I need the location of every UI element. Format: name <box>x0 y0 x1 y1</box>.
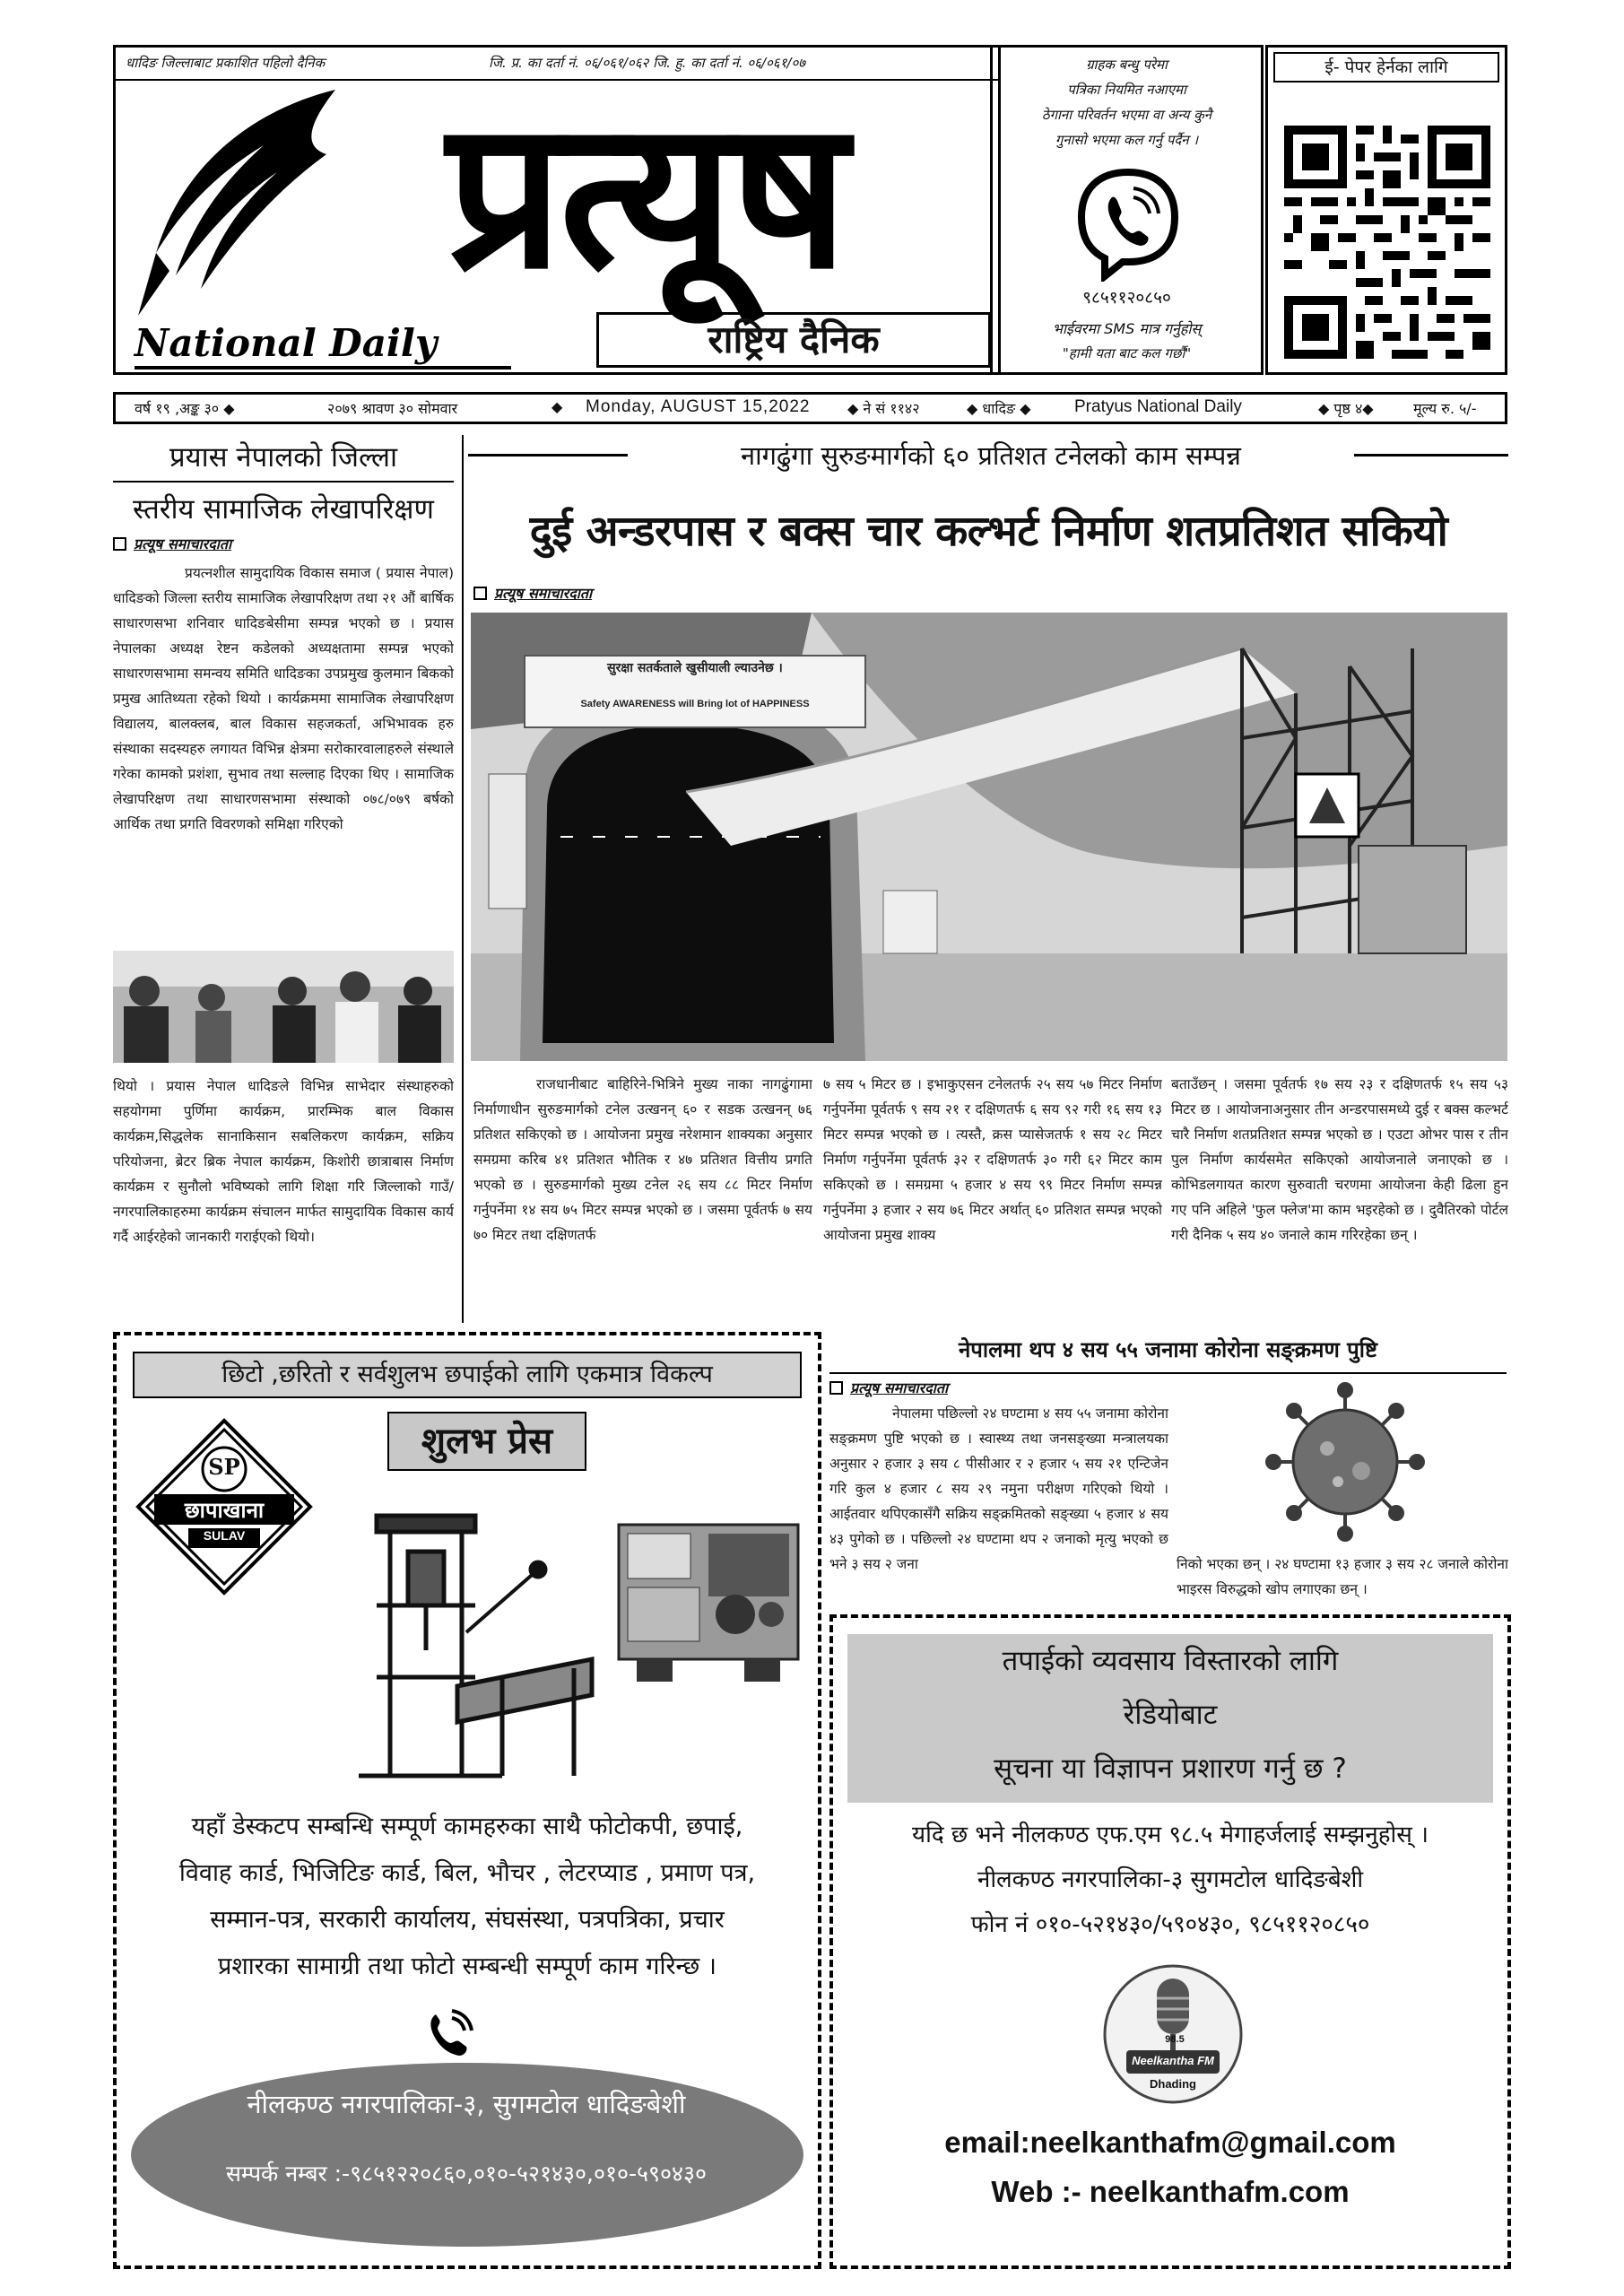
epaper-label: ई- पेपर हेर्नका लागि <box>1273 52 1499 83</box>
press-ad-services: प्रशारका सामाग्री तथा फोटो सम्बन्धी सम्पूर्ण काम गरिन्छ । <box>217 1952 717 1980</box>
left-story-headline-rule <box>113 481 454 483</box>
masthead-subtitle-underline <box>135 366 511 370</box>
dateline-separator: ◆ <box>551 398 563 415</box>
fm-ad-email[interactable]: email:neelkanthafm@gmail.com <box>944 2126 1396 2159</box>
tunnel-sign-english: Safety AWARENESS will Bring lot of HAPPINESS <box>580 699 810 709</box>
left-story-body-cont: थियो । प्रयास नेपाल धादिङले विभिन्न साभेदार संस्थाहरुको सहयोगमा पुर्णिमा कार्यक्रम, प्रारम्भिक बाल विकास कार्यक्रम,सिद्धलेक सानाकिसान सबलिकरण कार्यक्रम, सक्रिय परियोजना, ब्रेटर ब्रिक नेपाल कार्यक्रम, किशोरी छात्राबास निर्माण कार्यक्रम र सुनौलो भविष्यको लागि शिक्षा गरि जिल्लाको गाउँ/नगरपालिकाहरुमा कार्यक्रम संचालन मार्फत सामुदायिक विकास कार्य गर्दै आईरहेको जानकारी गराईएको थियो। <box>113 1078 454 1245</box>
sulav-logo-nepali: छापाखाना <box>184 1498 265 1523</box>
phone-icon <box>423 2009 473 2059</box>
qr-code-icon[interactable] <box>1284 126 1490 359</box>
tunnel-photo <box>471 613 1507 1061</box>
notice-line: गुनासो भएमा कल गर्नु पर्दैन । <box>1055 132 1199 148</box>
press-ad-services: सम्मान-पत्र, सरकारी कार्यालय, संघसंस्था, पत्रपत्रिका, प्रचार <box>210 1906 725 1934</box>
notice-line: ग्राहक बन्धु परेमा <box>1086 57 1168 73</box>
fm-ad-line: रेडियोबाट <box>1123 1699 1218 1731</box>
tunnel-sign-nepali: सुरक्षा सतर्कताले खुसीयाली ल्याउनेछ । <box>607 661 783 675</box>
masthead-registration: जि. प्र. का दर्ता नं. ०६/०६१/०६२ जि. हु. का दर्ता नं. ०६/०६१/०७ <box>489 55 806 71</box>
fm-ad-line: यदि छ भने नीलकण्ठ एफ.एम ९८.५ मेगाहर्जलाई सम्झनुहोस् । <box>912 1822 1429 1848</box>
press-ad-name: शुलभ प्रेस <box>387 1412 586 1471</box>
viber-number: ९८५११२०८५० <box>1082 288 1171 308</box>
sulav-logo-english: SULAV <box>203 1528 246 1543</box>
press-ad-contact: सम्पर्क नम्बर :-९८५१२२०८६०,०१०-५२१४३०,०१०-५९०४३० <box>225 2161 708 2187</box>
fm-ad-web[interactable]: Web :- neelkanthafm.com <box>991 2175 1350 2208</box>
masthead-english-subtitle: National Daily <box>135 321 438 365</box>
dateline-paper-name: Pratyus National Daily <box>1074 397 1242 416</box>
corona-byline: प्रत्यूष समाचारदाता <box>829 1378 948 1397</box>
dateline-serial: ◆ ने सं ११४२ <box>847 400 920 417</box>
press-ad-services: यहाँ डेस्कटप सम्बन्धि सम्पूर्ण कामहरुका साथै फोटोकपी, छपाई, <box>191 1813 743 1840</box>
press-ad-address: नीलकण्ठ नगरपालिका-३, सुगमटोल धादिङबेशी <box>247 2089 686 2119</box>
corona-headline-rule <box>829 1372 1507 1374</box>
left-story-body: प्रयत्नशील सामुदायिक विकास समाज ( प्रयास नेपाल) धादिङको जिल्ला स्तरीय सामाजिक लेखापरिक्षण तथा २१ औं बार्षिक साधारणसभा शनिवार धादिङबेसीमा सम्पन्न भएको छ । प्रयास नेपालका अध्यक्ष रेष्टन कडेलको अध्यक्षतामा सम्पन्न भएको साधारणसभामा समन्वय समिति धादिङका उपप्रमुख कुलमान बिकको प्रमुख आतिथ्यता रहेको थियो । कार्यक्रममा सामाजिक लेखापरिक्षण विद्यालय, बालक्लब, बाल विकास सहजकर्ता, अभिभावक हरु संस्थाका सदस्यहरु लगायत विभिन्न क्षेत्रमा सरोकारवालाहरुले संस्थाले गरेका कामको प्रशंशा, सुभाव तथा सल्लाह दिएका थिए । सामाजिक लेखापरिक्षण तथा साधारणसभामा संस्थाको ०७८/०७९ बर्षको आर्थिक तथा प्रगति विवरणको समिक्षा गरिएको <box>113 565 454 832</box>
main-story-col-1: राजधानीबाट बाहिरिने-भित्रिने मुख्य नाका नागढुंगामा निर्माणाधीन सुरुङमार्गको टनेल उत्खनन् ६० र सडक उत्खनन् ७६ प्रतिशत सकिएको छ । आयोजना प्रमुख नरेशमान शाक्यका अनुसार समग्रमा करिब ४१ प्रतिशत भौतिक र ४७ प्रतिशत वित्तीय प्रगति भएको छ । सुरुङमार्गको मुख्य टनेल २६ सय ८८ मिटर निर्माण गर्नुपर्नेमा १४ सय ७५ मिटर सम्पन्न भएको छ । जसमा पूर्वतर्फ ७ सय ७० मिटर तथा दक्षिणतर्फ <box>473 1076 812 1243</box>
dateline-english-date: Monday, AUGUST 15,2022 <box>586 397 811 416</box>
dateline-price: मूल्य रु. ५/- <box>1413 400 1477 417</box>
fm-logo-place: Dhading <box>1150 2077 1196 2091</box>
main-story-kicker: नागढुंगा सुरुङमार्गको ६० प्रतिशत टनेलको काम सम्पन्न <box>628 438 1354 473</box>
corona-body: नेपालमा पछिल्लो २४ घण्टामा ४ सय ५५ जनामा कोरोना सङ्क्रमण पुष्टि भएको छ । स्वास्थ्य तथा जनसङ्ख्या मन्त्रालयका अनुसार २ हजार ३ सय ८ पीसीआर र २ हजार ५ सय २१ एन्टिजेन गरि कुल ४ हजार ८ सय २९ नमुना परीक्षण गरिएको थियो । आईतवार थपिएकासँगै सक्रिय सङ्क्रमितको सङ्ख्या ५ हजार ४ सय ४३ पुगेको छ । पछिल्लो २४ घण्टामा थप २ जनाको मृत्यु भएको छ भने ३ सय २ जना <box>829 1405 1168 1572</box>
hand-press-illustration <box>323 1498 610 1785</box>
fm-ad-line: तपाईको व्यवसाय विस्तारको लागि <box>1002 1645 1339 1677</box>
dateline-nepali-date: २०७९ श्रावण ३० सोमवार <box>327 400 458 417</box>
masthead-tagline: धादिङ जिल्लाबाट प्रकाशित पहिलो दैनिक <box>126 55 326 71</box>
left-story-headline: प्रयास नेपालको जिल्ला <box>169 441 398 474</box>
main-story-col-3: बताउँछन् । जसमा पूर्वतर्फ १७ सय २३ र दक्षिणतर्फ १५ सय ५३ मिटर छ । आयोजनाअनुसार तीन अन्डरपासमध्ये दुई र बक्स कल्भर्ट चारै निर्माण शतप्रतिशत सम्पन्न भएको छ । एउटा ओभर पास र तीन पुल निर्माण कार्यसमेत सकिएको आयोजनाले जनाएको छ । कोभिडलगायत कारण सुरुवाती चरणमा आयोजना केही ढिला हुन गए पनि अहिले 'फुल फ्लेज'मा काम भइरहेको छ । दुवैतिरको पोर्टल गरी दैनिक ५ सय ४० जनाले काम गरिरहेका छन् । <box>1171 1076 1508 1243</box>
fm-logo-frequency: 98.5 <box>1165 2034 1185 2045</box>
coronavirus-illustration <box>1255 1381 1435 1543</box>
corona-body-cont: निको भएका छन् । २४ घण्टामा १३ हजार ३ सय २८ जनाले कोरोना भाइरस विरुद्धको खोप लगाएका छन् । <box>1177 1556 1508 1597</box>
left-story-photo <box>113 951 454 1063</box>
viber-sms-note: भाईवरमा SMS मात्र गर्नुहोस् <box>1052 320 1202 337</box>
corona-headline: नेपालमा थप ४ सय ५५ जनामा कोरोना सङ्क्रमण पुष्टि <box>958 1337 1378 1362</box>
column-rule <box>462 435 464 1323</box>
main-story-headline: दुई अन्डरपास र बक्स चार कल्भर्ट निर्माण शतप्रतिशत सकियो <box>529 507 1448 556</box>
left-story-headline: स्तरीय सामाजिक लेखापरिक्षण <box>133 493 434 526</box>
fm-logo-name: Neelkantha FM <box>1132 2054 1214 2067</box>
notice-line: ठेगाना परिवर्तन भएमा वा अन्य कुनै <box>1041 107 1212 123</box>
dateline-bar <box>113 392 1507 424</box>
offset-press-illustration <box>610 1507 807 1686</box>
main-story-col-2: ७ सय ५ मिटर छ । इभाकुएसन टनेलतर्फ २५ सय ५७ मिटर निर्माण गर्नुपर्नेमा पूर्वतर्फ ९ सय २१ र दक्षिणतर्फ ६ सय ९२ गरी १६ सय १३ मिटर सम्पन्न भएको छ । त्यस्तै, क्रस प्यासेजतर्फ १ सय २८ मिटर निर्माण गर्नुपर्नेमा पूर्वतर्फ ३२ र दक्षिणतर्फ ३० गरी ६२ मिटर काम सकिएको छ । समग्रमा ५ हजार ४ सय ९९ मिटर निर्माण सम्पन्न गर्नुपर्नेमा ३ हजार २ सय ७६ मिटर अर्थात् ६० प्रतिशत सम्पन्न भएको आयोजना प्रमुख शाक्य <box>823 1076 1162 1243</box>
fm-ad-line: नीलकण्ठ नगरपालिका-३ सुगमटोल धादिङबेशी <box>977 1866 1364 1893</box>
dateline-volume: वर्ष १९ ,अङ्क ३० ◆ <box>135 400 235 417</box>
dateline-page: ◆ पृष्ठ ४◆ <box>1318 400 1374 417</box>
fm-ad-line: फोन नं ०१०-५२१४३०/५९०४३०, ९८५११२०८५० <box>970 1911 1370 1938</box>
left-story-byline: प्रत्यूष समाचारदाता <box>113 534 454 553</box>
viber-icon <box>1074 167 1182 282</box>
dateline-place: ◆ धादिङ ◆ <box>967 400 1031 417</box>
fm-ad-line: सूचना या विज्ञापन प्रशारण गर्नु छ ? <box>994 1752 1347 1785</box>
main-story-byline: प्रत्यूष समाचारदाता <box>473 583 592 603</box>
viber-quote: "हामी यता बाट कल गर्छौ" <box>1062 345 1192 361</box>
notice-line: पत्रिका नियमित नआएमा <box>1067 82 1186 98</box>
masthead-nepali-subtitle: राष्ट्रिय दैनिक <box>596 312 991 368</box>
press-ad-services: विवाह कार्ड, भिजिटिङ कार्ड, बिल, भौचर , लेटरप्याड , प्रमाण पत्र, <box>178 1859 756 1887</box>
masthead-title: प्रत्यूष <box>447 75 845 314</box>
sulav-logo-initials: SP <box>208 1454 240 1480</box>
press-ad-tagline: छिटो ,छरितो र सर्वशुलभ छपाईको लागि एकमात्र विकल्प <box>133 1352 802 1398</box>
